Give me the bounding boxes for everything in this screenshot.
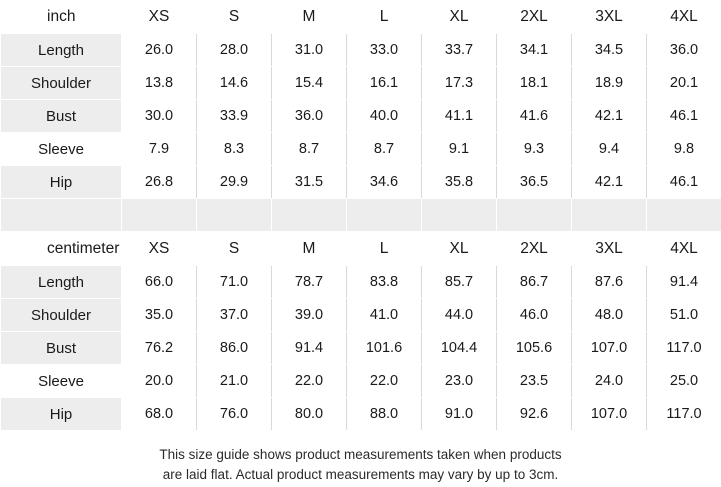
unit-label: inch (1, 1, 122, 34)
table-spacer (1, 199, 721, 232)
cell-value: 87.6 (572, 266, 647, 299)
cell-value: 8.3 (197, 133, 272, 166)
cell-value: 40.0 (347, 100, 422, 133)
cell-value: 31.5 (272, 166, 347, 199)
cell-value: 22.0 (272, 365, 347, 398)
cell-value: 18.9 (572, 67, 647, 100)
cell-value: 30.0 (122, 100, 197, 133)
cell-value: 117.0 (647, 332, 721, 365)
size-guide-note (0, 445, 721, 484)
cell-value: 42.1 (572, 100, 647, 133)
cell-value: 9.1 (422, 133, 497, 166)
cell-value: 35.8 (422, 166, 497, 199)
row-label: Bust (1, 332, 122, 365)
cell-value: 31.0 (272, 34, 347, 67)
size-header-4xl: 4XL (647, 1, 721, 34)
cell-value: 91.4 (647, 266, 721, 299)
cell-value: 44.0 (422, 299, 497, 332)
cell-value: 37.0 (197, 299, 272, 332)
table-row (1, 365, 721, 398)
cell-value: 8.7 (347, 133, 422, 166)
table-row (1, 332, 721, 365)
row-label: Length (1, 34, 122, 67)
table-row (1, 133, 721, 166)
cell-value: 15.4 (272, 67, 347, 100)
cell-value: 17.3 (422, 67, 497, 100)
cell-value: 78.7 (272, 266, 347, 299)
cell-value: 48.0 (572, 299, 647, 332)
cell-value: 21.0 (197, 365, 272, 398)
table-row (1, 166, 721, 199)
size-header-2xl: 2XL (497, 1, 572, 34)
size-table-inch (0, 0, 721, 232)
table-header-row (1, 233, 721, 266)
cell-value: 25.0 (647, 365, 721, 398)
table-header-row (1, 1, 721, 34)
cell-value: 88.0 (347, 398, 422, 431)
cell-value: 33.0 (347, 34, 422, 67)
size-header-xs: XS (122, 233, 197, 266)
cell-value: 35.0 (122, 299, 197, 332)
size-header-3xl: 3XL (572, 1, 647, 34)
cell-value: 26.8 (122, 166, 197, 199)
cell-value: 28.0 (197, 34, 272, 67)
cell-value: 76.0 (197, 398, 272, 431)
cell-value: 46.0 (497, 299, 572, 332)
table-row (1, 34, 721, 67)
cell-value: 92.6 (497, 398, 572, 431)
cell-value: 20.1 (647, 67, 721, 100)
cell-value: 42.1 (572, 166, 647, 199)
cell-value: 86.0 (197, 332, 272, 365)
cell-value: 22.0 (347, 365, 422, 398)
cell-value: 33.7 (422, 34, 497, 67)
cell-value: 36.0 (272, 100, 347, 133)
size-table-centimeter (0, 232, 721, 431)
cell-value: 80.0 (272, 398, 347, 431)
cell-value: 34.5 (572, 34, 647, 67)
cell-value: 41.1 (422, 100, 497, 133)
cell-value: 101.6 (347, 332, 422, 365)
row-label: Sleeve (1, 133, 122, 166)
note-line-1: This size guide shows product measurements taken when products (159, 447, 562, 462)
cell-value: 66.0 (122, 266, 197, 299)
cell-value: 86.7 (497, 266, 572, 299)
note-line-2: are laid flat. Actual product measurements may vary by up to 3cm. (162, 466, 559, 482)
cell-value: 23.5 (497, 365, 572, 398)
table-row (1, 299, 721, 332)
size-header-3xl: 3XL (572, 233, 647, 266)
size-header-l: L (347, 1, 422, 34)
cell-value: 83.8 (347, 266, 422, 299)
cell-value: 85.7 (422, 266, 497, 299)
cell-value: 76.2 (122, 332, 197, 365)
cell-value: 36.0 (647, 34, 721, 67)
cell-value: 41.6 (497, 100, 572, 133)
cell-value: 41.0 (347, 299, 422, 332)
cell-value: 91.0 (422, 398, 497, 431)
size-header-4xl: 4XL (647, 233, 721, 266)
cell-value: 34.1 (497, 34, 572, 67)
cell-value: 29.9 (197, 166, 272, 199)
size-header-l: L (347, 233, 422, 266)
cell-value: 23.0 (422, 365, 497, 398)
cell-value: 46.1 (647, 100, 721, 133)
cell-value: 107.0 (572, 398, 647, 431)
size-header-s: S (197, 1, 272, 34)
table-row (1, 67, 721, 100)
row-label: Shoulder (1, 67, 122, 100)
cell-value: 68.0 (122, 398, 197, 431)
cell-value: 46.1 (647, 166, 721, 199)
cell-value: 91.4 (272, 332, 347, 365)
cell-value: 8.7 (272, 133, 347, 166)
row-label: Shoulder (1, 299, 122, 332)
size-header-s: S (197, 233, 272, 266)
cell-value: 33.9 (197, 100, 272, 133)
table-row (1, 398, 721, 431)
row-label: Length (1, 266, 122, 299)
cell-value: 107.0 (572, 332, 647, 365)
table-row (1, 266, 721, 299)
cell-value: 9.8 (647, 133, 721, 166)
cell-value: 51.0 (647, 299, 721, 332)
unit-label: centimeter (1, 233, 122, 266)
cell-value: 104.4 (422, 332, 497, 365)
cell-value: 39.0 (272, 299, 347, 332)
cell-value: 117.0 (647, 398, 721, 431)
size-header-m: M (272, 1, 347, 34)
cell-value: 105.6 (497, 332, 572, 365)
size-header-xl: XL (422, 233, 497, 266)
cell-value: 18.1 (497, 67, 572, 100)
cell-value: 71.0 (197, 266, 272, 299)
cell-value: 7.9 (122, 133, 197, 166)
cell-value: 9.4 (572, 133, 647, 166)
size-header-xs: XS (122, 1, 197, 34)
size-header-2xl: 2XL (497, 233, 572, 266)
cell-value: 9.3 (497, 133, 572, 166)
row-label: Sleeve (1, 365, 122, 398)
row-label: Hip (1, 166, 122, 199)
row-label: Hip (1, 398, 122, 431)
cell-value: 14.6 (197, 67, 272, 100)
cell-value: 16.1 (347, 67, 422, 100)
cell-value: 36.5 (497, 166, 572, 199)
table-row (1, 100, 721, 133)
cell-value: 26.0 (122, 34, 197, 67)
size-header-xl: XL (422, 1, 497, 34)
size-header-m: M (272, 233, 347, 266)
row-label: Bust (1, 100, 122, 133)
cell-value: 20.0 (122, 365, 197, 398)
cell-value: 13.8 (122, 67, 197, 100)
cell-value: 24.0 (572, 365, 647, 398)
cell-value: 34.6 (347, 166, 422, 199)
